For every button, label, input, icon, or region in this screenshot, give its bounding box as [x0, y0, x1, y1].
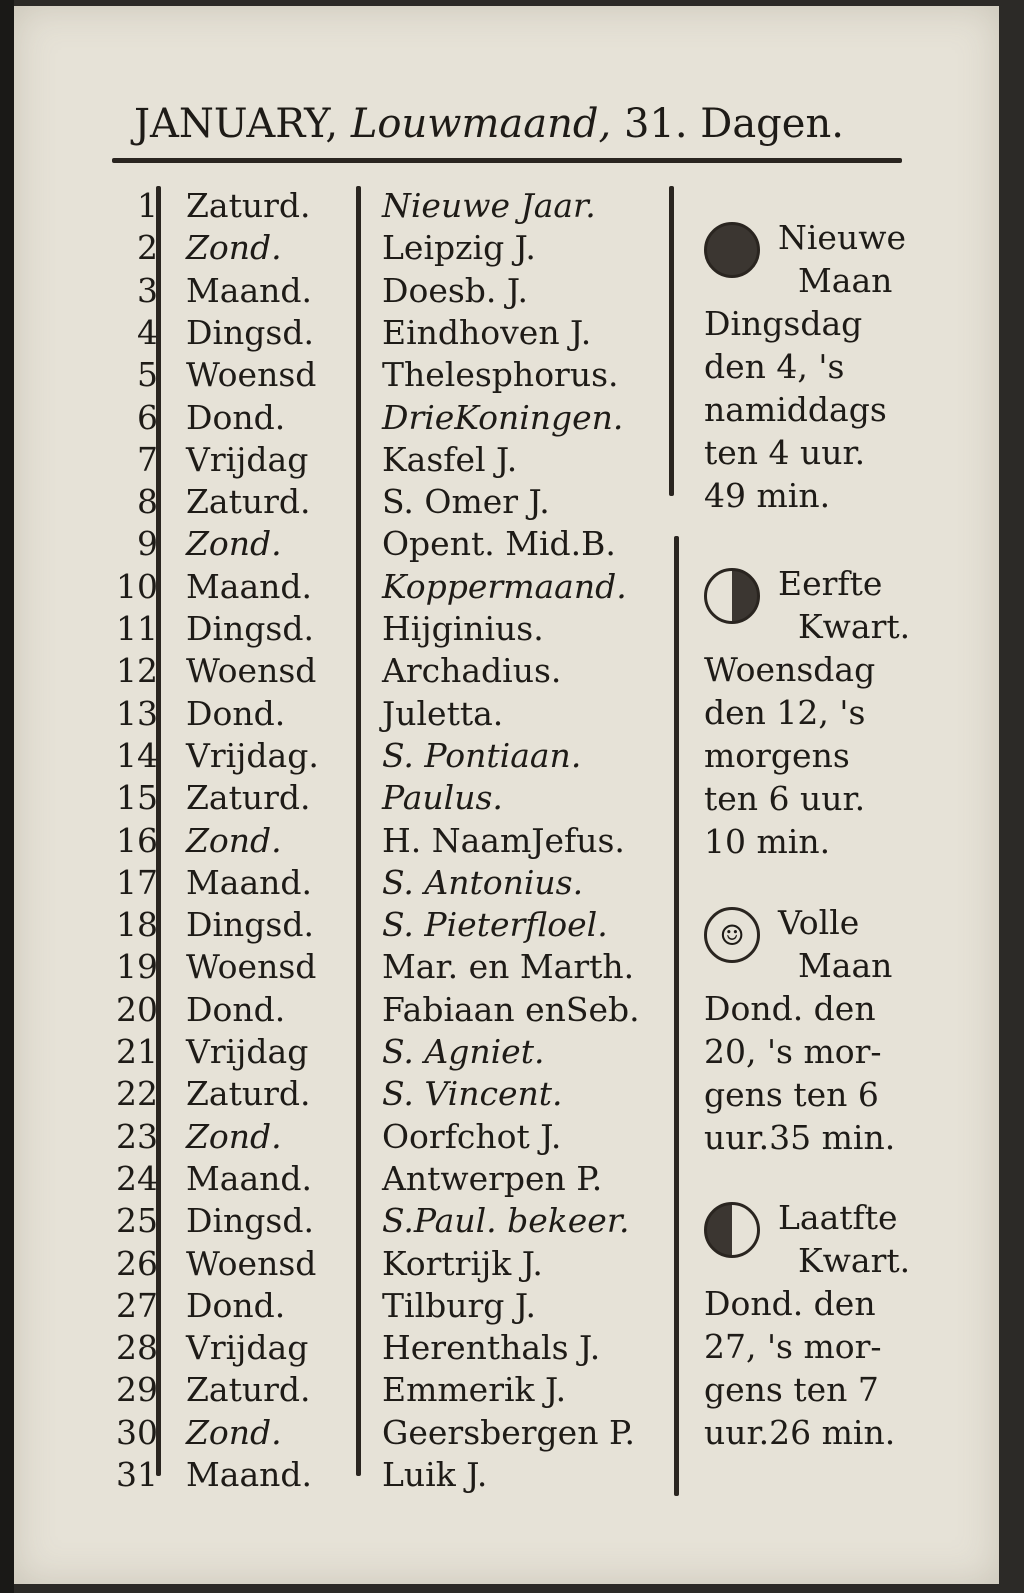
day-number: 20	[116, 989, 158, 1029]
moon-phase-subtitle: Maan	[798, 946, 893, 985]
moon-phase-time: Dond. den 27, 's mor- gens ten 7 uur.26 min.	[704, 1284, 896, 1452]
weekday: Maand.	[186, 1455, 313, 1494]
new-moon-icon	[704, 222, 760, 278]
feast-name: Koppermaand.	[382, 566, 627, 606]
day-row	[14, 1157, 999, 1200]
feast-name: Archadius.	[382, 651, 562, 691]
feast-name: Kortrijk J.	[382, 1243, 543, 1283]
moon-phase-note	[704, 562, 984, 863]
feast-name: Oorfchot J.	[382, 1116, 562, 1156]
weekday: Vrijdag.	[186, 735, 319, 775]
feast-name: Mar. en Marth.	[382, 947, 635, 987]
moon-phase-subtitle: Kwart.	[798, 1241, 911, 1280]
weekday: Vrijdag	[186, 1328, 309, 1368]
feast-name: Fabiaan enSeb.	[382, 989, 640, 1029]
feast-name: S. Antonius.	[382, 862, 584, 902]
weekday: Zond.	[186, 1412, 282, 1452]
feast-name: Hijginius.	[382, 609, 544, 648]
weekday: Woensd	[186, 651, 317, 691]
day-number: 5	[137, 355, 158, 395]
full-moon-icon: ☺	[704, 907, 760, 963]
day-number: 25	[116, 1201, 158, 1241]
weekday: Maand.	[186, 270, 313, 310]
feast-name: Paulus.	[382, 778, 503, 818]
weekday: Dond.	[186, 1285, 286, 1325]
first-quarter-icon	[704, 568, 760, 624]
weekday: Maand.	[186, 1158, 313, 1198]
weekday: Dingsd.	[186, 609, 314, 648]
feast-name: Thelesphorus.	[382, 355, 619, 395]
weekday: Maand.	[186, 862, 313, 902]
day-number: 14	[116, 735, 158, 775]
feast-name: Antwerpen P.	[382, 1158, 603, 1198]
weekday: Dond.	[186, 693, 286, 733]
feast-name: Opent. Mid.B.	[382, 524, 616, 564]
moon-phase-title: Laatfte	[778, 1198, 898, 1237]
day-number: 7	[137, 439, 158, 479]
day-number: 28	[116, 1328, 158, 1368]
feast-name: Nieuwe Jaar.	[382, 186, 596, 225]
page-title	[134, 94, 914, 154]
day-number: 4	[137, 312, 158, 352]
last-quarter-icon	[704, 1202, 760, 1258]
day-number: 16	[116, 820, 158, 860]
day-number: 8	[137, 482, 158, 522]
feast-name: S.Paul. bekeer.	[382, 1201, 630, 1241]
feast-name: Juletta.	[382, 693, 504, 733]
weekday: Woensd	[186, 947, 317, 987]
feast-name: Luik J.	[382, 1455, 488, 1494]
weekday: Maand.	[186, 566, 313, 606]
weekday: Dingsd.	[186, 905, 314, 945]
moon-phase-time: Dingsdag den 4, 's namiddags ten 4 uur. 49 min.	[704, 304, 887, 515]
day-number: 26	[116, 1243, 158, 1283]
feast-name: Doesb. J.	[382, 270, 529, 310]
day-number: 24	[116, 1158, 158, 1198]
moon-phase-title: Nieuwe	[778, 218, 906, 257]
weekday: Zaturd.	[186, 186, 311, 225]
feast-name: Leipzig J.	[382, 228, 536, 268]
day-number: 17	[116, 862, 158, 902]
day-number: 1	[137, 186, 158, 225]
header-rule	[112, 158, 902, 163]
day-number: 6	[137, 397, 158, 437]
weekday: Dond.	[186, 397, 286, 437]
weekday: Vrijdag	[186, 439, 309, 479]
weekday: Zaturd.	[186, 778, 311, 818]
month-name: JANUARY,	[134, 101, 339, 147]
day-number: 19	[116, 947, 158, 987]
feast-name: S. Agniet.	[382, 1032, 545, 1071]
moon-phase-title: Eerfte	[778, 564, 883, 603]
feast-name: H. NaamJefus.	[382, 820, 625, 860]
day-number: 2	[137, 228, 158, 268]
almanac-page	[14, 6, 999, 1584]
weekday: Zond.	[186, 524, 282, 564]
day-number: 22	[116, 1074, 158, 1114]
day-number: 30	[116, 1412, 158, 1452]
day-number: 27	[116, 1285, 158, 1325]
moon-phase-note	[704, 901, 984, 1159]
feast-name: Geersbergen P.	[382, 1412, 635, 1452]
day-number: 18	[116, 905, 158, 945]
weekday: Zaturd.	[186, 1074, 311, 1114]
weekday: Zaturd.	[186, 482, 311, 522]
day-row	[14, 522, 999, 565]
day-number: 15	[116, 778, 158, 818]
moon-phase-subtitle: Kwart.	[798, 607, 911, 646]
moon-phase-subtitle: Maan	[798, 261, 893, 300]
day-number: 11	[116, 609, 158, 648]
weekday: Dingsd.	[186, 312, 314, 352]
day-number: 9	[137, 524, 158, 564]
feast-name: S. Pontiaan.	[382, 735, 582, 775]
feast-name: Eindhoven J.	[382, 312, 592, 352]
weekday: Zond.	[186, 820, 282, 860]
book-spine	[0, 0, 14, 1593]
dutch-month-name: Louwmaand,	[350, 101, 612, 147]
moon-phase-note	[704, 1196, 984, 1454]
feast-name: Emmerik J.	[382, 1370, 567, 1410]
moon-phase-time: Dond. den 20, 's mor- gens ten 6 uur.35 min.	[704, 989, 896, 1157]
day-number: 10	[116, 566, 158, 606]
day-number: 31	[116, 1455, 158, 1494]
moon-phase-time: Woensdag den 12, 's morgens ten 6 uur. 10 min.	[704, 650, 876, 861]
feast-name: DrieKoningen.	[382, 397, 624, 437]
moon-phase-title: Volle	[778, 903, 860, 942]
feast-name: S. Vincent.	[382, 1074, 563, 1114]
moon-phase-note	[704, 216, 984, 517]
weekday: Vrijdag	[186, 1032, 309, 1071]
day-row	[14, 861, 999, 904]
weekday: Dond.	[186, 989, 286, 1029]
day-number: 21	[116, 1032, 158, 1071]
day-number: 12	[116, 651, 158, 691]
feast-name: S. Omer J.	[382, 482, 550, 522]
feast-name: S. Pieterfloel.	[382, 905, 608, 945]
day-number: 3	[137, 270, 158, 310]
day-number: 29	[116, 1370, 158, 1410]
day-count: 31. Dagen.	[623, 101, 844, 147]
day-row	[14, 1453, 999, 1496]
day-number: 23	[116, 1116, 158, 1156]
weekday: Woensd	[186, 355, 317, 395]
weekday: Zaturd.	[186, 1370, 311, 1410]
feast-name: Tilburg J.	[382, 1285, 537, 1325]
feast-name: Herenthals J.	[382, 1328, 601, 1368]
weekday: Woensd	[186, 1243, 317, 1283]
weekday: Zond.	[186, 1116, 282, 1156]
weekday: Dingsd.	[186, 1201, 314, 1241]
feast-name: Kasfel J.	[382, 439, 518, 479]
day-number: 13	[116, 693, 158, 733]
weekday: Zond.	[186, 228, 282, 268]
